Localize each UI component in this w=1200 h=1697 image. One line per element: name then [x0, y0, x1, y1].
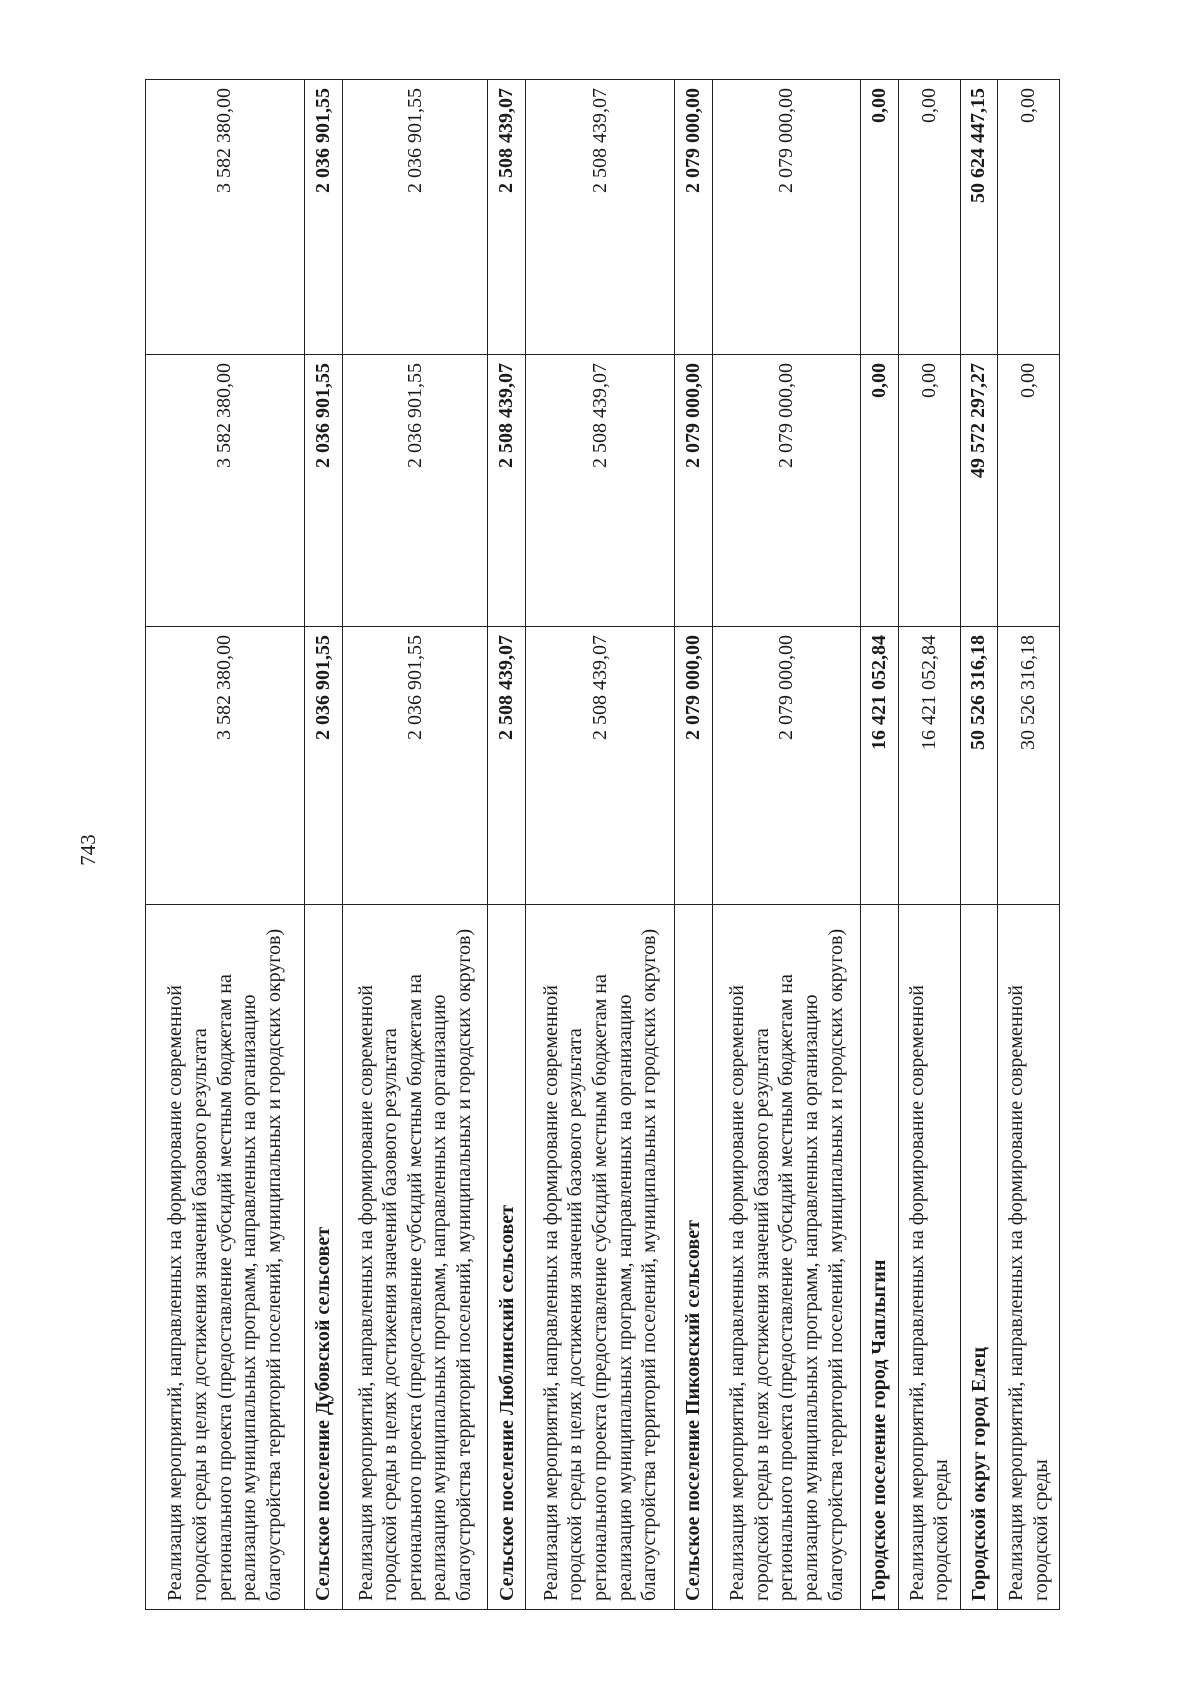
table-row-total	[488, 80, 526, 1610]
row-value-1: 16 421 052,84	[898, 627, 960, 905]
row-value-3: 2 079 000,00	[713, 80, 861, 355]
row-description: Реализация мероприятий, направленных на формирование современной городской среды в целях достижения значений базового результата регионального проекта (предоставление субсидий местным бюджетам на реализацию муниципальных программ, направленных на организацию благоустройства территорий поселений, муниципальных и городских округов)	[713, 905, 861, 1610]
row-value-1: 2 079 000,00	[713, 627, 861, 905]
row-value-3: 50 624 447,15	[960, 80, 998, 355]
row-value-3: 2 036 901,55	[342, 80, 488, 355]
row-value-3: 0,00	[861, 80, 899, 355]
row-description: Городское поселение город Чаплыгин	[861, 905, 899, 1610]
row-description: Реализация мероприятий, направленных на формирование современной городской среды в целях достижения значений базового результата регионального проекта (предоставление субсидий местным бюджетам на реализацию муниципальных программ, направленных на организацию благоустройства территорий поселений, муниципальных и городских округов)	[342, 905, 488, 1610]
table-row	[998, 80, 1060, 1610]
table-row-total	[304, 80, 342, 1610]
table-row	[898, 80, 960, 1610]
table-row-total	[960, 80, 998, 1610]
row-value-1: 16 421 052,84	[861, 627, 899, 905]
row-value-3: 2 508 439,07	[526, 80, 675, 355]
row-value-1: 3 582 380,00	[146, 627, 305, 905]
row-description: Реализация мероприятий, направленных на формирование современной городской среды	[898, 905, 960, 1610]
table-row	[342, 80, 488, 1610]
row-description: Сельское поселение Дубовской сельсовет	[304, 905, 342, 1610]
row-description: Сельское поселение Люблинский сельсовет	[488, 905, 526, 1610]
budget-table	[145, 79, 1060, 1610]
table-row-total	[861, 80, 899, 1610]
row-description: Реализация мероприятий, направленных на формирование современной городской среды в целях достижения значений базового результата регионального проекта (предоставление субсидий местным бюджетам на реализацию муниципальных программ, направленных на организацию благоустройства территорий поселений, муниципальных и городских округов)	[146, 905, 305, 1610]
row-value-1: 2 036 901,55	[304, 627, 342, 905]
row-description: Реализация мероприятий, направленных на формирование современной городской среды	[998, 905, 1060, 1610]
table-row	[526, 80, 675, 1610]
row-description: Сельское поселение Пиковский сельсовет	[675, 905, 713, 1610]
row-value-2: 2 508 439,07	[526, 355, 675, 627]
table-row-total	[675, 80, 713, 1610]
row-value-2: 2 036 901,55	[304, 355, 342, 627]
table-row	[146, 80, 305, 1610]
row-description: Реализация мероприятий, направленных на формирование современной городской среды в целях достижения значений базового результата регионального проекта (предоставление субсидий местным бюджетам на реализацию муниципальных программ, направленных на организацию благоустройства территорий поселений, муниципальных и городских округов)	[526, 905, 675, 1610]
row-value-3: 2 508 439,07	[488, 80, 526, 355]
row-value-2: 2 079 000,00	[713, 355, 861, 627]
row-value-2: 0,00	[861, 355, 899, 627]
row-value-3: 0,00	[898, 80, 960, 355]
row-description: Городской округ город Елец	[960, 905, 998, 1610]
row-value-2: 2 036 901,55	[342, 355, 488, 627]
table-row	[713, 80, 861, 1610]
row-value-2: 0,00	[898, 355, 960, 627]
page-number: 743	[76, 834, 100, 866]
row-value-1: 2 508 439,07	[488, 627, 526, 905]
row-value-1: 2 508 439,07	[526, 627, 675, 905]
row-value-2: 3 582 380,00	[146, 355, 305, 627]
row-value-3: 2 079 000,00	[675, 80, 713, 355]
row-value-2: 0,00	[998, 355, 1060, 627]
row-value-2: 2 508 439,07	[488, 355, 526, 627]
budget-table-container	[145, 80, 1060, 1610]
row-value-1: 2 036 901,55	[342, 627, 488, 905]
row-value-1: 30 526 316,18	[998, 627, 1060, 905]
row-value-2: 2 079 000,00	[675, 355, 713, 627]
row-value-1: 50 526 316,18	[960, 627, 998, 905]
row-value-1: 2 079 000,00	[675, 627, 713, 905]
row-value-2: 49 572 297,27	[960, 355, 998, 627]
row-value-3: 3 582 380,00	[146, 80, 305, 355]
row-value-3: 2 036 901,55	[304, 80, 342, 355]
row-value-3: 0,00	[998, 80, 1060, 355]
